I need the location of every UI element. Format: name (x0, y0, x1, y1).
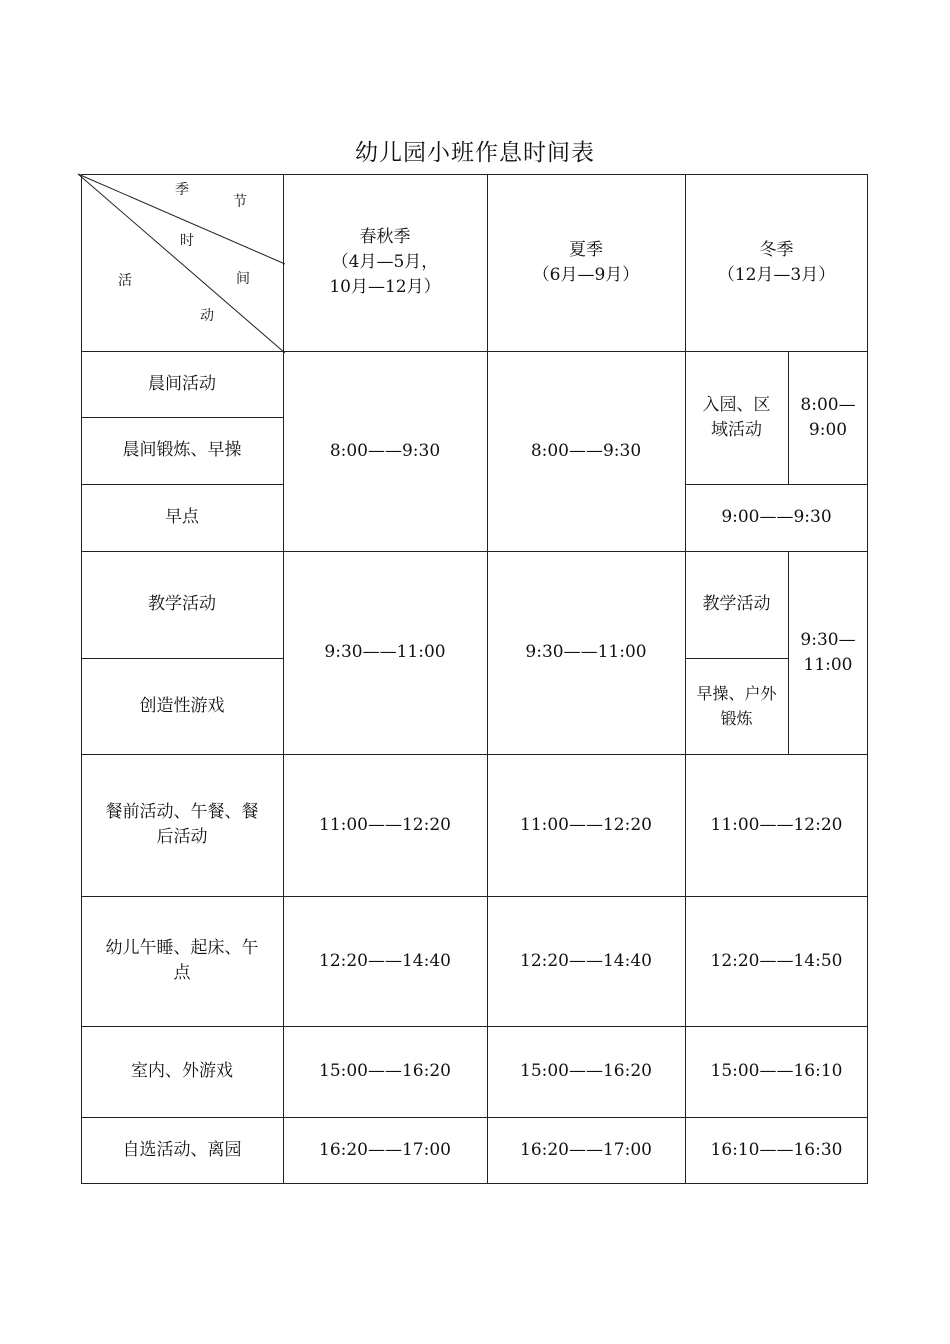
corner-label-dong: 动 (200, 308, 214, 324)
time-cell: 15:00——16:20 (319, 1061, 451, 1081)
activity-morning: 晨间活动 (148, 373, 216, 394)
season-range: （6月—9月） (532, 264, 640, 285)
season-range: 10月—12月） (329, 277, 441, 297)
activity-nap (81, 896, 283, 1026)
time-cell: 8:00——9:30 (530, 440, 642, 461)
corner-label-jian: 间 (236, 271, 250, 287)
time-cell: 9:30——11:00 (324, 642, 446, 662)
season-header-spring-autumn (283, 174, 487, 351)
time-cell: 12:20——14:50 (710, 950, 843, 971)
time-cell: 11:00——12:20 (319, 814, 451, 835)
corner-label-huo: 活 (118, 273, 132, 289)
time-cell: 12:20——14:40 (319, 950, 451, 971)
time-cell: 16:10——16:30 (710, 1140, 843, 1160)
time-cell: 11:00——12:20 (710, 814, 843, 835)
winter-teaching-time-line2: 11:00 (803, 654, 853, 675)
activity-teaching: 教学活动 (148, 594, 216, 614)
winter-arrival-line2: 域活动 (711, 419, 762, 440)
activity-lunch (81, 754, 283, 896)
activity-lunch-line2: 后活动 (156, 827, 208, 847)
winter-teaching-time (788, 551, 868, 754)
season-range: （12月—3月） (717, 264, 836, 285)
winter-teaching-time-line1: 9:30— (800, 629, 856, 650)
time-cell: 12:20——14:40 (520, 950, 652, 971)
winter-arrival-line1: 入园、区 (702, 394, 771, 415)
time-cell: 9:00——9:30 (721, 507, 832, 527)
season-name: 夏季 (569, 239, 603, 260)
page-title: 幼儿园小班作息时间表 (355, 140, 595, 166)
season-header-winter (685, 174, 868, 351)
winter-arrival-time-line1: 8:00— (800, 394, 856, 415)
season-name: 冬季 (759, 239, 794, 260)
activity-snack: 早点 (165, 507, 199, 527)
time-cell: 11:00——12:20 (520, 814, 652, 835)
winter-outdoor-label (685, 658, 788, 754)
time-cell: 16:20——17:00 (319, 1140, 451, 1160)
time-cell: 15:00——16:10 (710, 1061, 843, 1081)
activity-nap-line1: 幼儿午睡、起床、午 (105, 938, 259, 958)
activity-creative: 创造性游戏 (139, 695, 225, 716)
season-name: 春秋季 (359, 227, 411, 247)
winter-outdoor-line2: 锻炼 (720, 709, 753, 728)
time-cell: 8:00——9:30 (329, 440, 441, 461)
time-cell: 9:30——11:00 (525, 642, 647, 662)
winter-outdoor-line1: 早操、户外 (696, 684, 777, 703)
time-cell: 15:00——16:20 (520, 1061, 652, 1081)
time-cell: 16:20——17:00 (520, 1140, 652, 1160)
corner-label-shi: 时 (180, 233, 194, 249)
activity-games: 室内、外游戏 (131, 1061, 233, 1081)
winter-teaching-label: 教学活动 (702, 594, 771, 614)
winter-arrival-label (685, 351, 788, 484)
activity-lunch-line1: 餐前活动、午餐、餐 (105, 802, 259, 822)
season-header-summer (487, 174, 685, 351)
winter-arrival-time-line2: 9:00 (808, 419, 848, 440)
winter-arrival-time (788, 351, 868, 484)
activity-nap-line2: 点 (173, 963, 191, 983)
season-range: （4月—5月， (331, 252, 439, 272)
activity-exercise: 晨间锻炼、早操 (122, 440, 242, 460)
corner-label-jie: 节 (233, 194, 247, 210)
corner-label-ji: 季 (175, 182, 189, 198)
activity-leave: 自选活动、离园 (122, 1140, 242, 1160)
